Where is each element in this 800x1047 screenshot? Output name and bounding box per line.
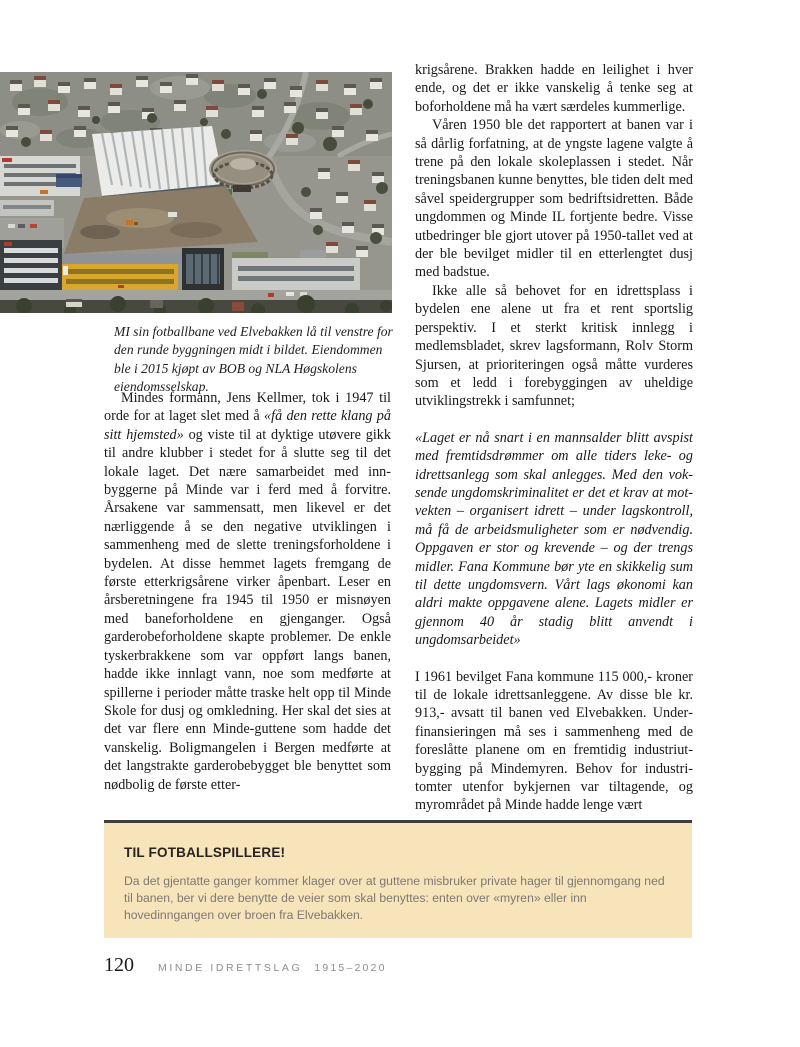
text-run: «Laget er nå snart i en mannsalder blitt avspist med fremtidsdrømmer om alle tiders leke- og idrettsanlegg som skal anlegges. Med den voksende ungdomskriminalitet er det et krav at motvekten – organisert idrett – under lagskontroll, må få de arbeidsmuligheter som er nødvendig. Oppgaven er stor og krevende – og der trengs midler. Fana Kommune bør yte en skikkelig sum til dette ungdomsvern. Vårt lags økonomi kan aldri makte oppgavene alene. Lagets midler er gjennom 40 år stadig blitt anvendt i ungdomsarbeidet» [415, 429, 693, 649]
paragraph [415, 282, 693, 411]
paragraph [415, 668, 693, 813]
yellow-building [62, 254, 184, 290]
footer-years: 1915–2020 [314, 962, 387, 974]
paragraph [104, 389, 391, 794]
page-footer [104, 954, 387, 977]
text-run: Mindes formann, Jens Kellmer, tok i 1947 til orde for at laget slet med å [104, 390, 391, 425]
paragraph [415, 116, 693, 282]
text-run: Ikke alle så behovet for en idrettsplass i bydelen ene alene ut fra et rent sportslig perspektiv. I et sterkt kritisk innlegg i medlemsbladet, skrev lagsformann, Rolv Storm Sjursen, at prioriteringen også måtte vurderes som et ledd i forebyggingen av uheldige utviklingstrekk i samfunnet; [415, 282, 693, 410]
aerial-photo-graphic [0, 72, 392, 313]
bottom-road [0, 290, 392, 300]
info-box-title: TIL FOTBALLSPILLERE! [124, 845, 286, 860]
text-run: krigsårene. Brakken hadde en leilighet i hver ende, og det er ikke vanskelig å tenke seg at boforholdene må ha vært særdeles kummerlige. [415, 62, 693, 115]
aerial-photo [0, 72, 392, 313]
left-text-column [104, 389, 391, 813]
text-run: og viste til at dyktige utøvere gikk til andre klubber i stedet for å slutte seg til det lokale laget. Det nære samarbeidet med innbyggerne på Minde var i ferd med å forvitre. Årsakene var sammensatt, men likevel er det nærliggende å se den negative utviklingen i sammenheng med de slette treningsforholdene i bydelen. At disse hemmet lagets fremgang de første etterkrigsårene virker åpenbart. Leser en årsberetningene fra 1945 til 1950 er misnøyen med baneforholdene en gjenganger. Også garderobeforholdene skapte problemer. De enkle tyskerbrakkene som var oppført langs banen, hadde ikke innlagt vann, noe som medførte at spillerne i perioder måtte traske helt opp til Minde Skole for dusj og omkledning. Her skal det sies at det var flere enn Minde-guttene som hadde det vanskelig. Boligmangelen i Bergen medførte at det langstrakte garderobebygget ble benyttet som nødbolig de første etter- [104, 426, 391, 793]
paragraph [415, 61, 693, 116]
paragraph [415, 429, 693, 650]
photo-caption: MI sin fotballbane ved Elvebakken lå til venstre for den runde byggningen midt i bildet. Eiendommen ble i 2015 kjøpt av BOB og NLA Høgskolens eiendomsselskap. [114, 324, 393, 395]
italic-text-run: «få den rette klang på sitt hjemsted» [104, 408, 391, 443]
glass-tower [182, 248, 224, 290]
info-box [104, 820, 692, 938]
info-box-body: Da det gjentatte ganger kommer klager over at guttene misbruker private hager til gjennomgang ned til banen, ber vi dere benytte de veier som skal benyttes: enten over «myren» eller inn hovedinngangen over broen fra Elvebakken. [124, 874, 665, 922]
text-run: I 1961 bevilget Fana kommune 115 000,- kroner til de lokale idrettsanleggene. Av disse ble kr. 913,- avsatt til banen ved Elvebakken. Underfinansieringen må ses i sammenheng med de foreslåtte planene om en fremtidig industriutbygging på Mindemyren. Behov for industritomter utenfor bykjernen var tiltagende, og myrområdet på Minde hadde lenge vært [415, 668, 693, 813]
right-text-column [415, 61, 693, 813]
footer-book-title: MINDE IDRETTSLAG [158, 962, 303, 974]
page-number: 120 [104, 954, 134, 976]
dark-office-building [0, 240, 62, 292]
text-run: Våren 1950 ble det rapportert at banen var i så dårlig forfatning, at de yngste lagene valgte å trene på den lokale skoleplassen i stedet. Når treningsbanen kunne benyttes, ble tiden delt med såvel speidergrupper som bedriftsidretten. Både ungdommen og Minde IL fortjente bedre. Visse utbedringer ble gjort utover på 1950-tallet ved at der ble bevilget midler til en etterlengtet dusj med badstue. [415, 117, 693, 281]
